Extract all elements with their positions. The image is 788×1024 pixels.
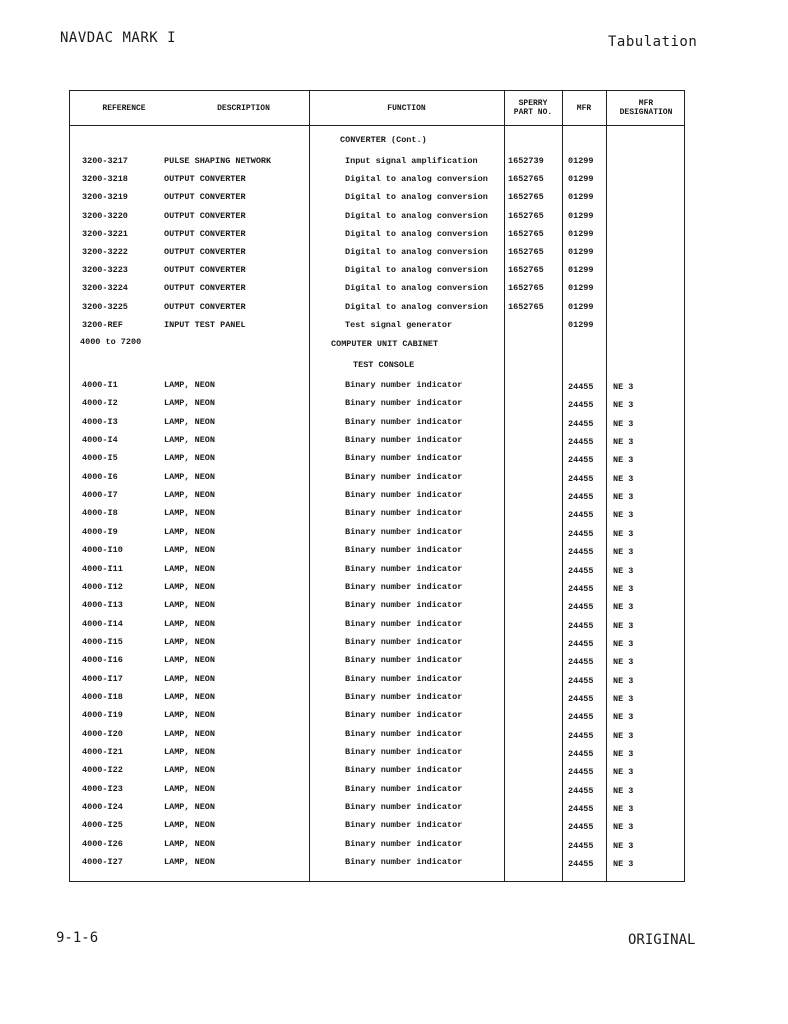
col-header-reference: REFERENCE [102, 103, 146, 113]
reference-cell: 4000-I26 [82, 838, 123, 849]
reference-cell: 3200-3218 [82, 174, 128, 185]
reference-cell: 4000-I11 [82, 563, 123, 574]
col-header-description: DESCRIPTION [217, 103, 270, 113]
description-cell: OUTPUT CONVERTER [164, 247, 246, 257]
reference-cell: 4000-I6 [82, 471, 118, 482]
reference-cell: 3200-3223 [82, 265, 128, 276]
table-row [70, 472, 686, 490]
mfr-cell: 24455 [568, 528, 594, 539]
reference-cell: 4000-I17 [82, 673, 123, 684]
mfr-cell: 24455 [568, 418, 594, 429]
reference-cell: 3200-3224 [82, 283, 128, 294]
reference-cell: 4000-I12 [82, 581, 123, 592]
part-number-cell: 1652765 [508, 247, 544, 257]
reference-cell: 3200-3221 [82, 228, 128, 239]
description-cell: LAMP, NEON [164, 820, 216, 831]
description-cell: LAMP, NEON [164, 655, 216, 666]
description-cell: LAMP, NEON [164, 490, 216, 501]
col-header-mfr-designation: MFR DESIGNATION [619, 99, 673, 117]
description-cell: OUTPUT CONVERTER [164, 228, 246, 239]
table-row [70, 747, 686, 765]
function-cell: Binary number indicator [345, 581, 463, 592]
mfr-designation-cell: NE 3 [613, 473, 634, 484]
table-row [70, 247, 686, 265]
mfr-cell: 24455 [568, 785, 594, 796]
function-cell: Digital to analog conversion [345, 247, 488, 257]
mfr-cell: 24455 [568, 400, 594, 411]
description-cell: LAMP, NEON [164, 453, 216, 464]
mfr-cell: 24455 [568, 859, 594, 870]
description-cell: OUTPUT CONVERTER [164, 265, 246, 276]
function-cell: Binary number indicator [345, 526, 463, 537]
col-header-function: FUNCTION [387, 103, 426, 113]
function-cell: Digital to analog conversion [345, 210, 488, 221]
mfr-designation-cell: NE 3 [613, 693, 634, 704]
mfr-designation-cell: NE 3 [613, 840, 634, 851]
function-cell: Binary number indicator [345, 747, 463, 757]
section-heading: TEST CONSOLE [353, 360, 415, 370]
mfr-designation-cell: NE 3 [613, 455, 634, 466]
mfr-designation-cell: NE 3 [613, 382, 634, 392]
table-row [70, 784, 686, 802]
function-cell: Input signal amplification [345, 156, 478, 166]
reference-cell: 4000-I7 [82, 490, 118, 501]
mfr-cell: 01299 [568, 247, 594, 257]
table-row [70, 839, 686, 857]
function-cell: Binary number indicator [345, 765, 463, 776]
mfr-designation-cell: NE 3 [613, 712, 634, 723]
mfr-designation-cell: NE 3 [613, 400, 634, 411]
mfr-cell: 24455 [568, 767, 594, 778]
table-row [70, 674, 686, 692]
header-divider [70, 125, 684, 126]
parts-table [69, 90, 685, 882]
reference-cell: 4000-I3 [82, 416, 118, 427]
reference-cell: 3200-3217 [82, 156, 128, 166]
mfr-designation-cell: NE 3 [613, 638, 634, 649]
function-cell: Binary number indicator [345, 490, 463, 501]
mfr-designation-cell: NE 3 [613, 528, 634, 539]
mfr-cell: 01299 [568, 301, 594, 312]
function-cell: Binary number indicator [345, 857, 463, 868]
function-cell: Test signal generator [345, 319, 453, 330]
mfr-cell: 24455 [568, 804, 594, 815]
table-row [70, 435, 686, 453]
function-cell: Digital to analog conversion [345, 301, 488, 312]
table-row [70, 417, 686, 435]
mfr-cell: 24455 [568, 382, 594, 392]
mfr-cell: 01299 [568, 319, 594, 330]
table-row [70, 453, 686, 471]
function-cell: Binary number indicator [345, 838, 463, 849]
reference-cell: 4000-I13 [82, 600, 123, 611]
reference-cell: 3200-REF [82, 319, 123, 330]
function-cell: Digital to analog conversion [345, 265, 488, 276]
description-cell: OUTPUT CONVERTER [164, 192, 246, 203]
description-cell: LAMP, NEON [164, 435, 216, 446]
mfr-designation-cell: NE 3 [613, 602, 634, 613]
table-row [70, 600, 686, 618]
reference-cell: 4000-I16 [82, 655, 123, 666]
table-row [70, 857, 686, 875]
part-number-cell: 1652765 [508, 192, 544, 203]
mfr-cell: 24455 [568, 547, 594, 558]
reference-cell: 4000-I24 [82, 802, 123, 813]
part-number-cell: 1652765 [508, 301, 544, 312]
description-cell: LAMP, NEON [164, 581, 216, 592]
description-cell: LAMP, NEON [164, 636, 216, 647]
mfr-designation-cell: NE 3 [613, 583, 634, 594]
part-number-cell: 1652765 [508, 228, 544, 239]
mfr-designation-cell: NE 3 [613, 620, 634, 631]
reference-cell: 4000-I25 [82, 820, 123, 831]
table-row [70, 490, 686, 508]
mfr-cell: 01299 [568, 265, 594, 276]
description-cell: LAMP, NEON [164, 526, 216, 537]
reference-cell: 4000-I10 [82, 545, 123, 556]
table-row [70, 508, 686, 526]
function-cell: Digital to analog conversion [345, 174, 488, 185]
reference-cell: 4000-I8 [82, 508, 118, 519]
description-cell: LAMP, NEON [164, 416, 216, 427]
mfr-cell: 24455 [568, 638, 594, 649]
function-cell: Binary number indicator [345, 820, 463, 831]
function-cell: Binary number indicator [345, 802, 463, 813]
function-cell: Binary number indicator [345, 728, 463, 739]
description-cell: LAMP, NEON [164, 563, 216, 574]
doc-title: NAVDAC MARK I [60, 30, 177, 46]
mfr-cell: 01299 [568, 174, 594, 185]
mfr-cell: 01299 [568, 210, 594, 221]
mfr-designation-cell: NE 3 [613, 749, 634, 759]
reference-cell: 4000-I4 [82, 435, 118, 446]
mfr-cell: 01299 [568, 192, 594, 203]
table-row [70, 545, 686, 563]
mfr-designation-cell: NE 3 [613, 785, 634, 796]
doc-section: Tabulation [608, 34, 698, 50]
table-row [70, 637, 686, 655]
mfr-cell: 24455 [568, 712, 594, 723]
description-cell: LAMP, NEON [164, 710, 216, 721]
table-row [70, 229, 686, 247]
reference-cell: 4000-I14 [82, 618, 123, 629]
description-cell: OUTPUT CONVERTER [164, 283, 246, 294]
mfr-cell: 01299 [568, 228, 594, 239]
function-cell: Binary number indicator [345, 563, 463, 574]
reference-cell: 3200-3222 [82, 247, 128, 257]
description-cell: OUTPUT CONVERTER [164, 301, 246, 312]
part-number-cell: 1652765 [508, 210, 544, 221]
mfr-designation-cell: NE 3 [613, 492, 634, 503]
function-cell: Binary number indicator [345, 618, 463, 629]
col-header-mfr: MFR [576, 103, 592, 113]
mfr-cell: 24455 [568, 473, 594, 484]
mfr-designation-cell: NE 3 [613, 565, 634, 576]
function-cell: Binary number indicator [345, 471, 463, 482]
table-row [70, 174, 686, 192]
description-cell: LAMP, NEON [164, 691, 216, 702]
mfr-cell: 24455 [568, 492, 594, 503]
function-cell: Binary number indicator [345, 655, 463, 666]
reference-cell: 4000-I21 [82, 747, 123, 757]
reference-range: 4000 to 7200 [80, 337, 142, 347]
reference-cell: 3200-3219 [82, 192, 128, 203]
description-cell: LAMP, NEON [164, 545, 216, 556]
table-row [70, 302, 686, 320]
mfr-cell: 24455 [568, 693, 594, 704]
reference-cell: 4000-I9 [82, 526, 118, 537]
function-cell: Binary number indicator [345, 435, 463, 446]
revision-status: ORIGINAL [628, 932, 696, 948]
function-cell: Binary number indicator [345, 710, 463, 721]
description-cell: PULSE SHAPING NETWORK [164, 156, 272, 166]
table-row [70, 582, 686, 600]
section-heading: COMPUTER UNIT CABINET [331, 339, 439, 349]
table-row [70, 564, 686, 582]
table-row [70, 320, 686, 338]
table-row [70, 729, 686, 747]
reference-cell: 4000-I5 [82, 453, 118, 464]
mfr-cell: 24455 [568, 437, 594, 448]
description-cell: INPUT TEST PANEL [164, 319, 246, 330]
table-row [70, 156, 686, 174]
function-cell: Binary number indicator [345, 398, 463, 409]
part-number-cell: 1652739 [508, 156, 544, 166]
table-row [70, 283, 686, 301]
col-header-sperry-part-no: SPERRY PART NO. [513, 99, 553, 117]
description-cell: LAMP, NEON [164, 398, 216, 409]
mfr-cell: 01299 [568, 156, 594, 166]
description-cell: OUTPUT CONVERTER [164, 174, 246, 185]
table-row [70, 398, 686, 416]
function-cell: Digital to analog conversion [345, 228, 488, 239]
mfr-designation-cell: NE 3 [613, 767, 634, 778]
mfr-cell: 24455 [568, 510, 594, 521]
function-cell: Binary number indicator [345, 691, 463, 702]
reference-cell: 4000-I18 [82, 691, 123, 702]
table-row [70, 802, 686, 820]
table-row [70, 820, 686, 838]
mfr-cell: 24455 [568, 730, 594, 741]
table-row [70, 692, 686, 710]
description-cell: LAMP, NEON [164, 857, 216, 868]
function-cell: Binary number indicator [345, 600, 463, 611]
mfr-designation-cell: NE 3 [613, 822, 634, 833]
part-number-cell: 1652765 [508, 174, 544, 185]
reference-cell: 4000-I15 [82, 636, 123, 647]
function-cell: Digital to analog conversion [345, 283, 488, 294]
function-cell: Binary number indicator [345, 783, 463, 794]
mfr-designation-cell: NE 3 [613, 418, 634, 429]
description-cell: LAMP, NEON [164, 380, 216, 390]
table-row [70, 211, 686, 229]
mfr-cell: 24455 [568, 840, 594, 851]
reference-cell: 4000-I23 [82, 783, 123, 794]
mfr-cell: 24455 [568, 565, 594, 576]
description-cell: LAMP, NEON [164, 838, 216, 849]
mfr-cell: 24455 [568, 583, 594, 594]
mfr-designation-cell: NE 3 [613, 675, 634, 686]
reference-cell: 4000-I20 [82, 728, 123, 739]
function-cell: Binary number indicator [345, 453, 463, 464]
mfr-cell: 24455 [568, 749, 594, 759]
description-cell: LAMP, NEON [164, 471, 216, 482]
function-cell: Binary number indicator [345, 416, 463, 427]
table-row [70, 655, 686, 673]
description-cell: LAMP, NEON [164, 508, 216, 519]
table-row [70, 619, 686, 637]
mfr-designation-cell: NE 3 [613, 657, 634, 668]
function-cell: Binary number indicator [345, 545, 463, 556]
reference-cell: 4000-I27 [82, 857, 123, 868]
mfr-cell: 24455 [568, 657, 594, 668]
table-row [70, 710, 686, 728]
description-cell: LAMP, NEON [164, 747, 216, 757]
mfr-cell: 24455 [568, 602, 594, 613]
mfr-cell: 24455 [568, 620, 594, 631]
description-cell: LAMP, NEON [164, 618, 216, 629]
description-cell: OUTPUT CONVERTER [164, 210, 246, 221]
table-row [70, 527, 686, 545]
mfr-designation-cell: NE 3 [613, 804, 634, 815]
function-cell: Binary number indicator [345, 508, 463, 519]
mfr-designation-cell: NE 3 [613, 730, 634, 741]
reference-cell: 4000-I1 [82, 380, 118, 390]
reference-cell: 3200-3220 [82, 210, 128, 221]
description-cell: LAMP, NEON [164, 600, 216, 611]
description-cell: LAMP, NEON [164, 802, 216, 813]
reference-cell: 3200-3225 [82, 301, 128, 312]
mfr-designation-cell: NE 3 [613, 437, 634, 448]
description-cell: LAMP, NEON [164, 673, 216, 684]
mfr-designation-cell: NE 3 [613, 547, 634, 558]
reference-cell: 4000-I19 [82, 710, 123, 721]
description-cell: LAMP, NEON [164, 783, 216, 794]
description-cell: LAMP, NEON [164, 765, 216, 776]
table-row [70, 192, 686, 210]
page-number: 9-1-6 [56, 930, 99, 946]
function-cell: Binary number indicator [345, 673, 463, 684]
mfr-cell: 24455 [568, 675, 594, 686]
mfr-cell: 24455 [568, 455, 594, 466]
mfr-cell: 24455 [568, 822, 594, 833]
function-cell: Binary number indicator [345, 636, 463, 647]
reference-cell: 4000-I22 [82, 765, 123, 776]
part-number-cell: 1652765 [508, 265, 544, 276]
mfr-cell: 01299 [568, 283, 594, 294]
function-cell: Digital to analog conversion [345, 192, 488, 203]
mfr-designation-cell: NE 3 [613, 510, 634, 521]
section-heading: CONVERTER (Cont.) [340, 135, 427, 145]
function-cell: Binary number indicator [345, 380, 463, 390]
mfr-designation-cell: NE 3 [613, 859, 634, 870]
table-row [70, 765, 686, 783]
table-row [70, 265, 686, 283]
table-row [70, 380, 686, 398]
part-number-cell: 1652765 [508, 283, 544, 294]
description-cell: LAMP, NEON [164, 728, 216, 739]
reference-cell: 4000-I2 [82, 398, 118, 409]
